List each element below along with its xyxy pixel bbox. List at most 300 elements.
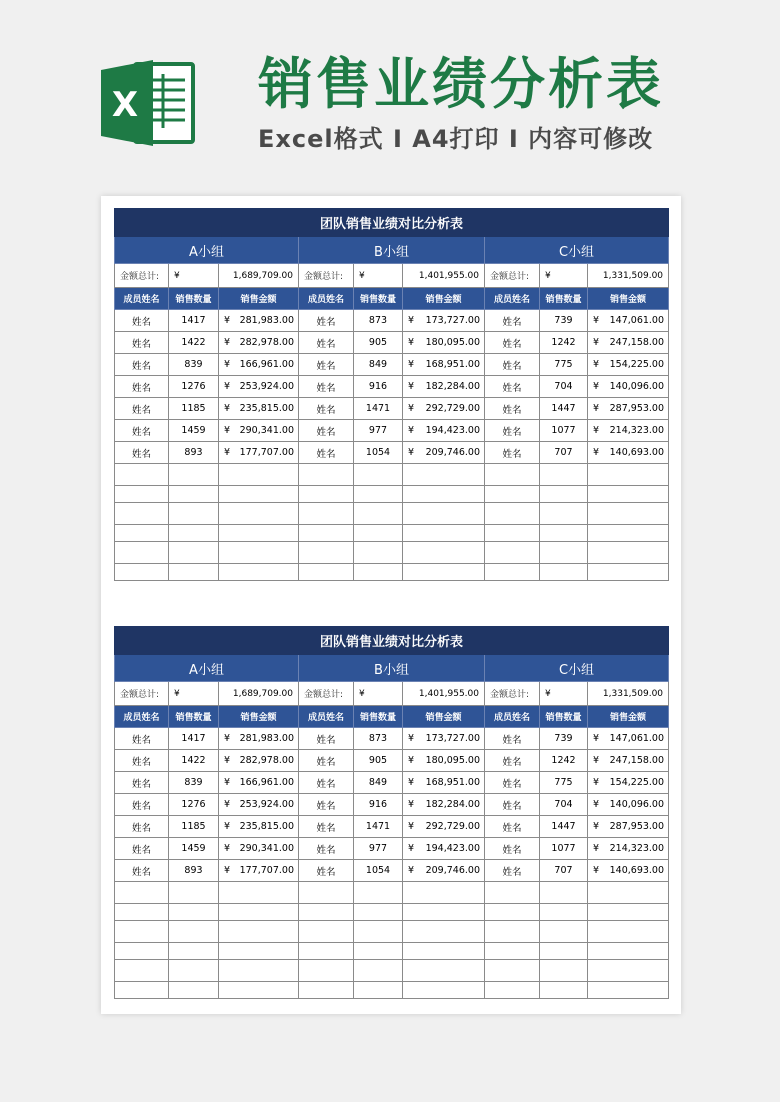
empty-cell[interactable] [354,943,403,960]
member-name-cell[interactable]: 姓名 [115,728,169,750]
empty-cell[interactable] [299,960,354,982]
empty-cell[interactable] [115,960,169,982]
amount-cell[interactable] [219,310,299,332]
amount-cell[interactable] [588,354,669,376]
empty-cell[interactable] [219,525,299,542]
quantity-cell[interactable]: 977 [354,838,403,860]
quantity-cell[interactable]: 1417 [169,310,219,332]
amount-cell[interactable] [219,860,299,882]
empty-cell[interactable] [485,904,540,921]
member-name-cell[interactable]: 姓名 [115,860,169,882]
total-amount[interactable]: 1,689,709.00 [219,682,299,706]
excel-logo-icon [101,58,197,148]
empty-cell[interactable] [219,503,299,525]
table-row [115,354,669,376]
amount-cell[interactable] [219,750,299,772]
empty-cell[interactable] [299,503,354,525]
amount-cell[interactable] [219,442,299,464]
member-name-cell[interactable]: 姓名 [115,442,169,464]
member-name-cell[interactable]: 姓名 [485,728,540,750]
empty-cell[interactable] [354,960,403,982]
member-name-cell[interactable]: 姓名 [299,442,354,464]
empty-cell[interactable] [219,982,299,999]
amount-cell[interactable] [588,838,669,860]
member-name-cell[interactable]: 姓名 [299,310,354,332]
empty-cell[interactable] [354,904,403,921]
currency-symbol: ¥ [593,359,600,370]
empty-cell[interactable] [354,564,403,581]
empty-cell[interactable] [540,542,588,564]
quantity-cell[interactable]: 707 [540,860,588,882]
amount-cell[interactable] [219,420,299,442]
member-name-cell[interactable]: 姓名 [299,398,354,420]
amount-cell[interactable] [403,750,485,772]
empty-cell[interactable] [485,921,540,943]
empty-cell[interactable] [299,904,354,921]
quantity-cell[interactable]: 873 [354,310,403,332]
total-label[interactable]: 金额总计: [115,264,169,288]
empty-cell[interactable] [403,564,485,581]
empty-cell[interactable] [354,882,403,904]
empty-cell[interactable] [115,542,169,564]
member-name-cell[interactable]: 姓名 [299,728,354,750]
empty-cell[interactable] [115,921,169,943]
empty-cell[interactable] [169,882,219,904]
member-name-cell[interactable]: 姓名 [115,794,169,816]
table-row [115,376,669,398]
empty-cell[interactable] [588,503,669,525]
total-amount[interactable]: 1,401,955.00 [403,264,485,288]
quantity-cell[interactable]: 704 [540,376,588,398]
empty-cell[interactable] [485,882,540,904]
quantity-cell[interactable]: 1185 [169,816,219,838]
quantity-cell[interactable]: 1077 [540,420,588,442]
quantity-cell[interactable]: 905 [354,332,403,354]
member-name-cell[interactable]: 姓名 [299,794,354,816]
empty-row [115,525,669,542]
member-name-cell[interactable]: 姓名 [299,838,354,860]
empty-cell[interactable] [403,943,485,960]
empty-cell[interactable] [169,542,219,564]
amount-value: 209,746.00 [425,865,480,876]
quantity-cell[interactable]: 916 [354,794,403,816]
member-name-cell[interactable]: 姓名 [115,332,169,354]
currency-symbol: ¥ [224,843,231,854]
quantity-cell[interactable]: 977 [354,420,403,442]
member-name-cell[interactable]: 姓名 [115,376,169,398]
member-name-cell[interactable]: 姓名 [115,354,169,376]
empty-cell[interactable] [354,982,403,999]
amount-value: 168,951.00 [425,359,480,370]
quantity-cell[interactable]: 1054 [354,860,403,882]
amount-cell[interactable] [403,442,485,464]
quantity-cell[interactable]: 1242 [540,332,588,354]
amount-cell[interactable] [403,816,485,838]
empty-row [115,943,669,960]
empty-cell[interactable] [115,982,169,999]
empty-cell[interactable] [485,960,540,982]
amount-cell[interactable] [588,772,669,794]
amount-cell[interactable] [588,310,669,332]
empty-cell[interactable] [219,486,299,503]
quantity-cell[interactable]: 839 [169,772,219,794]
amount-cell[interactable] [403,310,485,332]
amount-cell[interactable] [219,376,299,398]
empty-cell[interactable] [299,486,354,503]
table-row [115,728,669,750]
member-name-cell[interactable]: 姓名 [485,332,540,354]
empty-cell[interactable] [540,464,588,486]
quantity-cell[interactable]: 1471 [354,398,403,420]
member-name-cell[interactable]: 姓名 [299,750,354,772]
column-header: 成员姓名 [299,706,354,728]
table-row [115,332,669,354]
empty-cell[interactable] [540,921,588,943]
amount-cell[interactable] [588,332,669,354]
member-name-cell[interactable]: 姓名 [485,354,540,376]
member-name-cell[interactable]: 姓名 [485,750,540,772]
amount-cell[interactable] [588,376,669,398]
amount-cell[interactable] [588,728,669,750]
currency-symbol: ¥ [593,733,600,744]
quantity-cell[interactable]: 905 [354,750,403,772]
quantity-cell[interactable]: 1054 [354,442,403,464]
empty-cell[interactable] [403,542,485,564]
empty-cell[interactable] [588,921,669,943]
currency-symbol: ¥ [224,315,231,326]
amount-cell[interactable] [403,420,485,442]
amount-cell[interactable] [219,354,299,376]
empty-cell[interactable] [403,904,485,921]
empty-cell[interactable] [219,921,299,943]
amount-value: 182,284.00 [425,799,480,810]
amount-cell[interactable] [403,838,485,860]
amount-cell[interactable] [588,816,669,838]
currency-symbol: ¥ [224,447,231,458]
group-header: C小组 [485,655,669,682]
empty-cell[interactable] [540,486,588,503]
member-name-cell[interactable]: 姓名 [115,772,169,794]
empty-cell[interactable] [299,464,354,486]
empty-cell[interactable] [169,486,219,503]
empty-cell[interactable] [354,486,403,503]
quantity-cell[interactable]: 775 [540,354,588,376]
member-name-cell[interactable]: 姓名 [485,376,540,398]
member-name-cell[interactable]: 姓名 [115,838,169,860]
empty-cell[interactable] [403,921,485,943]
member-name-cell[interactable]: 姓名 [485,398,540,420]
empty-cell[interactable] [588,542,669,564]
amount-cell[interactable] [403,728,485,750]
empty-cell[interactable] [299,564,354,581]
currency-symbol: ¥ [593,381,600,392]
amount-cell[interactable] [219,816,299,838]
quantity-cell[interactable]: 1447 [540,816,588,838]
empty-cell[interactable] [169,921,219,943]
empty-cell[interactable] [588,882,669,904]
currency-symbol[interactable]: ¥ [540,682,588,706]
empty-cell[interactable] [299,542,354,564]
empty-cell[interactable] [588,486,669,503]
total-label[interactable]: 金额总计: [299,682,354,706]
amount-value: 154,225.00 [609,359,665,370]
currency-symbol[interactable]: ¥ [169,682,219,706]
empty-cell[interactable] [299,943,354,960]
amount-cell[interactable] [403,772,485,794]
amount-value: 166,961.00 [239,777,294,788]
amount-cell[interactable] [403,794,485,816]
quantity-cell[interactable]: 839 [169,354,219,376]
empty-cell[interactable] [219,542,299,564]
empty-cell[interactable] [540,960,588,982]
empty-cell[interactable] [169,904,219,921]
amount-cell[interactable] [219,398,299,420]
empty-cell[interactable] [403,960,485,982]
quantity-cell[interactable]: 704 [540,794,588,816]
amount-cell[interactable] [403,376,485,398]
member-name-cell[interactable]: 姓名 [299,420,354,442]
total-label[interactable]: 金额总计: [485,682,540,706]
quantity-cell[interactable]: 916 [354,376,403,398]
empty-cell[interactable] [485,464,540,486]
empty-cell[interactable] [540,943,588,960]
total-amount[interactable]: 1,401,955.00 [403,682,485,706]
member-name-cell[interactable]: 姓名 [485,816,540,838]
quantity-cell[interactable]: 849 [354,772,403,794]
empty-cell[interactable] [299,882,354,904]
total-amount[interactable]: 1,331,509.00 [588,682,669,706]
empty-cell[interactable] [354,542,403,564]
empty-cell[interactable] [299,982,354,999]
empty-cell[interactable] [485,542,540,564]
currency-symbol: ¥ [593,777,600,788]
total-amount[interactable]: 1,689,709.00 [219,264,299,288]
amount-cell[interactable] [219,838,299,860]
currency-symbol: ¥ [408,315,415,326]
empty-row [115,503,669,525]
currency-symbol: ¥ [224,337,231,348]
currency-symbol: ¥ [593,821,600,832]
quantity-cell[interactable]: 893 [169,442,219,464]
empty-cell[interactable] [588,904,669,921]
empty-cell[interactable] [485,982,540,999]
total-label[interactable]: 金额总计: [485,264,540,288]
empty-cell[interactable] [485,486,540,503]
quantity-cell[interactable]: 1471 [354,816,403,838]
empty-cell[interactable] [540,904,588,921]
empty-cell[interactable] [354,464,403,486]
empty-cell[interactable] [403,525,485,542]
amount-cell[interactable] [403,398,485,420]
empty-row [115,882,669,904]
empty-row [115,921,669,943]
empty-cell[interactable] [540,882,588,904]
quantity-cell[interactable]: 893 [169,860,219,882]
empty-cell[interactable] [354,921,403,943]
empty-cell[interactable] [354,503,403,525]
empty-cell[interactable] [354,525,403,542]
empty-cell[interactable] [115,943,169,960]
amount-cell[interactable] [588,794,669,816]
member-name-cell[interactable]: 姓名 [299,772,354,794]
empty-cell[interactable] [169,564,219,581]
quantity-cell[interactable]: 1417 [169,728,219,750]
member-name-cell[interactable]: 姓名 [485,794,540,816]
amount-cell[interactable] [403,332,485,354]
currency-symbol[interactable]: ¥ [169,264,219,288]
amount-cell[interactable] [219,728,299,750]
empty-cell[interactable] [219,904,299,921]
column-header: 成员姓名 [115,288,169,310]
empty-cell[interactable] [169,503,219,525]
total-label[interactable]: 金额总计: [299,264,354,288]
table-title: 团队销售业绩对比分析表 [115,627,669,655]
member-name-cell[interactable]: 姓名 [299,332,354,354]
quantity-cell[interactable]: 1459 [169,838,219,860]
column-header: 成员姓名 [115,706,169,728]
quantity-cell[interactable]: 739 [540,728,588,750]
member-name-cell[interactable]: 姓名 [485,772,540,794]
amount-cell[interactable] [219,794,299,816]
empty-cell[interactable] [540,503,588,525]
amount-value: 235,815.00 [239,821,294,832]
member-name-cell[interactable]: 姓名 [115,750,169,772]
quantity-cell[interactable]: 775 [540,772,588,794]
member-name-cell[interactable]: 姓名 [115,398,169,420]
currency-symbol[interactable]: ¥ [354,264,403,288]
empty-cell[interactable] [219,960,299,982]
currency-symbol: ¥ [224,755,231,766]
quantity-cell[interactable]: 707 [540,442,588,464]
currency-symbol[interactable]: ¥ [540,264,588,288]
currency-symbol: ¥ [408,777,415,788]
empty-cell[interactable] [485,943,540,960]
quantity-cell[interactable]: 1459 [169,420,219,442]
empty-cell[interactable] [169,943,219,960]
empty-cell[interactable] [115,486,169,503]
empty-cell[interactable] [403,982,485,999]
amount-cell[interactable] [403,354,485,376]
empty-cell[interactable] [169,525,219,542]
empty-cell[interactable] [588,564,669,581]
amount-value: 147,061.00 [609,315,665,326]
empty-cell[interactable] [540,525,588,542]
member-name-cell[interactable]: 姓名 [115,310,169,332]
member-name-cell[interactable]: 姓名 [485,310,540,332]
table-title: 团队销售业绩对比分析表 [115,209,669,237]
member-name-cell[interactable]: 姓名 [485,442,540,464]
amount-value: 173,727.00 [425,315,480,326]
currency-symbol: ¥ [593,447,600,458]
quantity-cell[interactable]: 873 [354,728,403,750]
empty-cell[interactable] [485,525,540,542]
empty-cell[interactable] [485,503,540,525]
empty-cell[interactable] [403,503,485,525]
member-name-cell[interactable]: 姓名 [299,354,354,376]
empty-cell[interactable] [403,882,485,904]
empty-cell[interactable] [115,464,169,486]
quantity-cell[interactable]: 1447 [540,398,588,420]
amount-cell[interactable] [588,750,669,772]
total-label[interactable]: 金额总计: [115,682,169,706]
empty-cell[interactable] [219,882,299,904]
member-name-cell[interactable]: 姓名 [299,376,354,398]
empty-cell[interactable] [403,486,485,503]
member-name-cell[interactable]: 姓名 [485,838,540,860]
amount-cell[interactable] [219,332,299,354]
currency-symbol: ¥ [408,381,415,392]
member-name-cell[interactable]: 姓名 [299,860,354,882]
quantity-cell[interactable]: 1422 [169,332,219,354]
table-row [115,794,669,816]
page-subtitle: Excel格式 I A4打印 I 内容可修改 [258,125,654,153]
empty-cell[interactable] [299,921,354,943]
quantity-cell[interactable]: 1422 [169,750,219,772]
total-amount[interactable]: 1,331,509.00 [588,264,669,288]
table-row [115,310,669,332]
empty-cell[interactable] [403,464,485,486]
amount-cell[interactable] [403,860,485,882]
quantity-cell[interactable]: 849 [354,354,403,376]
amount-cell[interactable] [219,772,299,794]
currency-symbol: ¥ [593,315,600,326]
empty-cell[interactable] [115,564,169,581]
empty-cell[interactable] [169,982,219,999]
empty-cell[interactable] [115,503,169,525]
amount-cell[interactable] [588,398,669,420]
member-name-cell[interactable]: 姓名 [485,860,540,882]
empty-cell[interactable] [588,464,669,486]
amount-value: 140,693.00 [609,865,665,876]
empty-cell[interactable] [169,960,219,982]
empty-cell[interactable] [115,882,169,904]
member-name-cell[interactable]: 姓名 [115,420,169,442]
quantity-cell[interactable]: 1276 [169,794,219,816]
quantity-cell[interactable]: 1077 [540,838,588,860]
currency-symbol[interactable]: ¥ [354,682,403,706]
amount-cell[interactable] [588,860,669,882]
empty-cell[interactable] [485,564,540,581]
currency-symbol: ¥ [408,799,415,810]
empty-cell[interactable] [588,525,669,542]
empty-cell[interactable] [219,464,299,486]
empty-cell[interactable] [169,464,219,486]
quantity-cell[interactable]: 1185 [169,398,219,420]
quantity-cell[interactable]: 1276 [169,376,219,398]
empty-cell[interactable] [588,943,669,960]
amount-cell[interactable] [588,420,669,442]
empty-cell[interactable] [115,904,169,921]
quantity-cell[interactable]: 739 [540,310,588,332]
empty-cell[interactable] [219,564,299,581]
member-name-cell[interactable]: 姓名 [115,816,169,838]
empty-cell[interactable] [588,960,669,982]
empty-cell[interactable] [540,564,588,581]
amount-value: 292,729.00 [425,821,480,832]
amount-cell[interactable] [588,442,669,464]
currency-symbol: ¥ [593,799,600,810]
empty-cell[interactable] [540,982,588,999]
member-name-cell[interactable]: 姓名 [485,420,540,442]
empty-cell[interactable] [588,982,669,999]
amount-value: 281,983.00 [239,315,294,326]
empty-cell[interactable] [299,525,354,542]
empty-cell[interactable] [115,525,169,542]
amount-value: 177,707.00 [239,865,294,876]
quantity-cell[interactable]: 1242 [540,750,588,772]
empty-cell[interactable] [219,943,299,960]
member-name-cell[interactable]: 姓名 [299,816,354,838]
